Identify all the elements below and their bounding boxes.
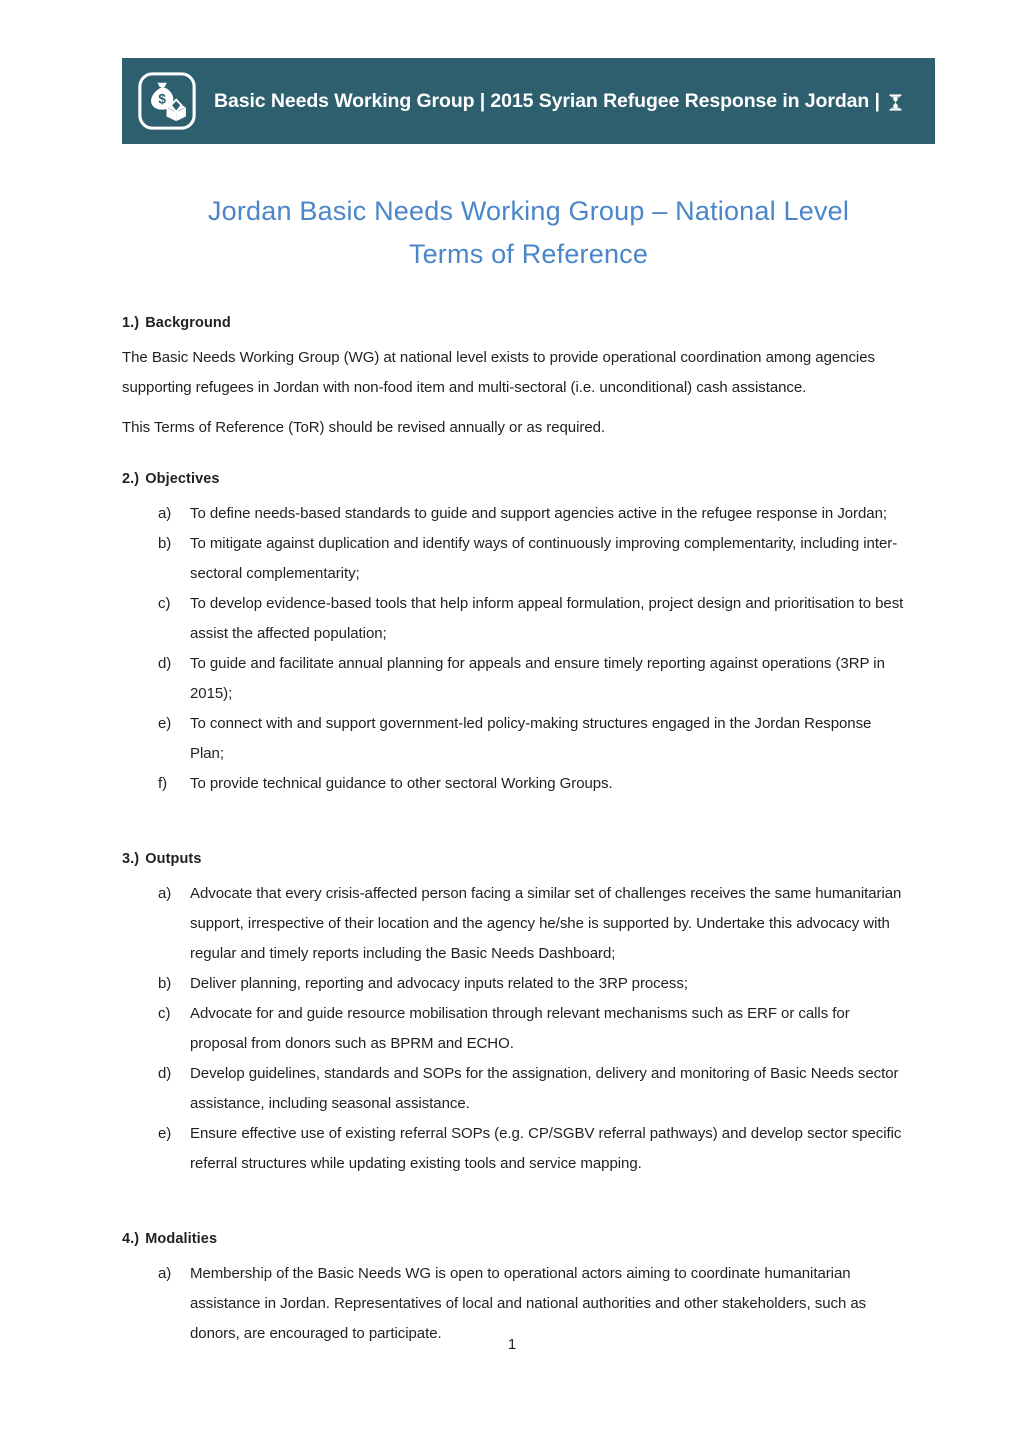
section-modalities (122, 1231, 908, 1349)
list-item-text: Advocate that every crisis-affected person facing a similar set of challenges receives the same humanitarian support, irrespective of their location and the agency he/she is supported by. Undertake this advocacy with regular and timely reports including the Basic Needs Dashboard; (190, 885, 902, 962)
list-marker: c) (158, 1005, 171, 1022)
document-title-line-1: Jordan Basic Needs Working Group – National Level (207, 196, 850, 226)
list-item-text: Deliver planning, reporting and advocacy inputs related to the 3RP process; (190, 975, 688, 992)
paragraph: The Basic Needs Working Group (WG) at national level exists to provide operational coordination among agencies supporting refugees in Jordan with non-food item and multi-sectoral (i.e. unconditional) cash assistance. (122, 349, 875, 396)
section-heading (122, 851, 908, 867)
section-number: 4.) (122, 1231, 140, 1247)
spacer (122, 799, 908, 851)
spacer (122, 453, 908, 471)
list-item-text: To define needs-based standards to guide and support agencies active in the refugee response in Jordan; (190, 505, 887, 522)
header-banner (122, 58, 935, 144)
paragraph: This Terms of Reference (ToR) should be revised annually or as required. (122, 419, 606, 436)
list-item (122, 649, 908, 709)
header-title-text (214, 90, 904, 113)
list-item-text: To connect with and support government-led policy-making structures engaged in the Jordan Response Plan; (190, 715, 872, 762)
list-item (122, 589, 908, 649)
list-marker: a) (158, 1265, 172, 1282)
list-marker: d) (158, 1065, 172, 1082)
list-item-text: Advocate for and guide resource mobilisation through relevant mechanisms such as ERF or calls for proposal from donors such as BPRM and ECHO. (190, 1005, 850, 1052)
list-item (122, 1059, 908, 1119)
list-marker: a) (158, 885, 172, 902)
list-item-text: To develop evidence-based tools that help inform appeal formulation, project design and prioritisation to best assist the affected population; (190, 595, 904, 642)
section-heading (122, 471, 908, 487)
section-title: Objectives (145, 471, 220, 487)
document-title-line-2: Terms of Reference (408, 239, 649, 269)
section-number: 3.) (122, 851, 140, 867)
list-item-text: Ensure effective use of existing referral SOPs (e.g. CP/SGBV referral pathways) and develop sector specific referral structures while updating existing tools and service mapping. (190, 1125, 902, 1172)
list-marker: b) (158, 975, 172, 992)
hourglass-x-mark-icon (887, 93, 904, 112)
section-heading (122, 315, 908, 331)
list-item (122, 769, 908, 799)
section-title: Background (145, 315, 231, 331)
list-item (122, 1119, 908, 1179)
page-number: 1 (507, 1336, 517, 1353)
section-objectives (122, 471, 908, 799)
list-marker: a) (158, 505, 172, 522)
section-title: Modalities (145, 1231, 218, 1247)
document-title (122, 190, 935, 276)
list-item-text: Develop guidelines, standards and SOPs for the assignation, delivery and monitoring of Basic Needs sector assistance, including seasonal assistance. (190, 1065, 899, 1112)
list-marker: d) (158, 655, 172, 672)
money-bag-and-box-icon (136, 70, 198, 132)
section-outputs (122, 851, 908, 1179)
list-marker: e) (158, 715, 172, 732)
list-marker: f) (158, 775, 168, 792)
list-marker: c) (158, 595, 171, 612)
objectives-list (122, 499, 908, 799)
list-item-text: To provide technical guidance to other sectoral Working Groups. (190, 775, 613, 792)
list-item-text: Membership of the Basic Needs WG is open to operational actors aiming to coordinate humanitarian assistance in Jordan. Representatives of local and national authorities and other stakeholders, such as donors, are encouraged to participate. (190, 1265, 867, 1342)
list-marker: e) (158, 1125, 172, 1142)
list-item-text: To mitigate against duplication and identify ways of continuously improving complementarity, including inter-sectoral complementarity; (190, 535, 898, 582)
list-item-text: To guide and facilitate annual planning for appeals and ensure timely reporting against operations (3RP in 2015); (190, 655, 885, 702)
spacer (122, 1179, 908, 1231)
list-item (122, 529, 908, 589)
section-number: 1.) (122, 315, 140, 331)
document-body (122, 315, 908, 1349)
list-item (122, 879, 908, 969)
section-background (122, 315, 908, 443)
list-item (122, 709, 908, 769)
list-marker: b) (158, 535, 172, 552)
section-number: 2.) (122, 471, 140, 487)
section-title: Outputs (145, 851, 202, 867)
header-title-label: Basic Needs Working Group | 2015 Syrian Refugee Response in Jordan | (214, 89, 880, 112)
section-heading (122, 1231, 908, 1247)
list-item (122, 969, 908, 999)
list-item (122, 999, 908, 1059)
outputs-list (122, 879, 908, 1179)
svg-text:$: $ (158, 91, 166, 107)
list-item (122, 499, 908, 529)
